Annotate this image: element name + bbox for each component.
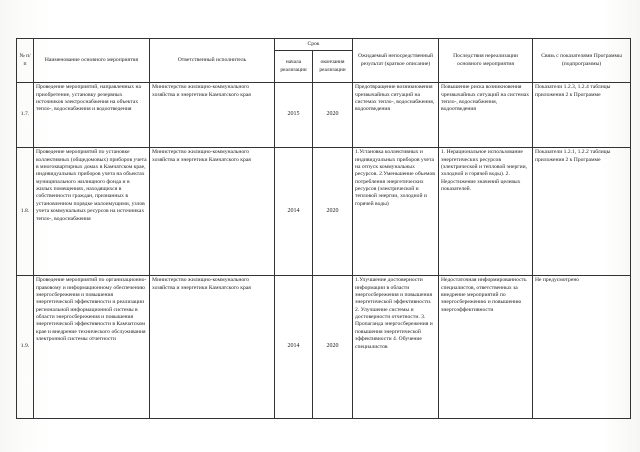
consequence: 1. Нерациональное использование энергетических ресурсов (электрической и тепловой энергии, холодной и горячей воды). 2. Недостижение значений целевых показателей. [439,148,533,276]
expected-result: 1.Установка коллективных и индивидуальных приборов учета на отпуск коммунальных ресурсов. 2.Уменьшение объемов потребления энергетических ресурсов (электрической и тепловой энергии, холодной и горячей воды) [353,148,439,276]
row-number: 1.7. [17,83,34,148]
table-row [17,148,631,276]
program-measures-table [16,38,631,419]
consequence: Недостаточная информированность специалистов, ответственных за внедрение мероприятий по энергосбережению и повышению энергоэффективности [439,276,533,419]
start-year: 2015 [275,83,313,148]
measure-name: Проведение мероприятий по организационно-правовому и информационному обеспечению энергосбережения и повышения энергетической эффективности и реализации региональной информационной системы в области энергосбережения и повышения энергетической эффективности в Камчатском крае и внедрение технического обслуживания электронной системы отчетности [34,276,150,419]
expected-result: Предотвращение возникновения чрезвычайных ситуаций на системах тепло-, водоснабжения, водоотведения [353,83,439,148]
header-srok: Срок [275,39,353,51]
executor: Министерство жилищно-коммунального хозяйства и энергетики Камчатского края [150,83,275,148]
table-row [17,276,631,419]
indicator-link: Показатели 1.2.3, 1.2.4 таблицы приложения 2 к Программе [533,83,631,148]
end-year: 2020 [313,276,353,419]
start-year: 2014 [275,276,313,419]
measure-name: Проведение мероприятий, направленных на приобретение, установку резервных источников электроснабжения на объектах тепло-, водоснабжения и водоотведения [34,83,150,148]
table-row [17,83,631,148]
start-year: 2014 [275,148,313,276]
header-end: окончания реализации [313,51,353,83]
header-link: Связь с показателями Программы (подпрограммы) [533,39,631,83]
row-number: 1.8. [17,148,34,276]
end-year: 2020 [313,148,353,276]
header-name: Наименование основного мероприятия [34,39,150,83]
consequence: Повышение риска возникновения чрезвычайных ситуаций на системах тепло-, водоснабжения, водоотведения [439,83,533,148]
header-num: № п/п [17,39,34,83]
header-start: начала реализации [275,51,313,83]
measure-name: Проведение мероприятий по установке коллективных (общедомовых) приборов учета в многоквартирных домах в Камчатском крае, индивидуальных приборов учета на объектах муниципального жилищного фонда и в жилых помещениях, находящихся в собственности граждан, признанных в установленном порядке малоимущими, узлов учета коммунальных ресурсов на источниках тепло-, водоснабжения [34,148,150,276]
executor: Министерство жилищно-коммунального хозяйства и энергетики Камчатского края [150,276,275,419]
executor: Министерство жилищно-коммунального хозяйства и энергетики Камчатского края [150,148,275,276]
end-year: 2020 [313,83,353,148]
header-result: Ожидаемый непосредственный результат (краткое описание) [353,39,439,83]
indicator-link: Показатели 1.2.1, 1.2.2 таблицы приложения 2 к Программе [533,148,631,276]
header-executor: Ответственный исполнитель [150,39,275,83]
header-consequence: Последствия нереализации основного мероприятия [439,39,533,83]
header-row-top [17,39,631,51]
indicator-link: Не предусмотрено [533,276,631,419]
row-number: 1.9. [17,276,34,419]
expected-result: 1.Улучшение достоверности информации в области энергосбережения и повышения энергетической эффективности. 2. Улучшение системы и достоверности отчетности. 3. Пропаганда энергосбережения и повышения энергетической эффективности 4. Обучение специалистов [353,276,439,419]
